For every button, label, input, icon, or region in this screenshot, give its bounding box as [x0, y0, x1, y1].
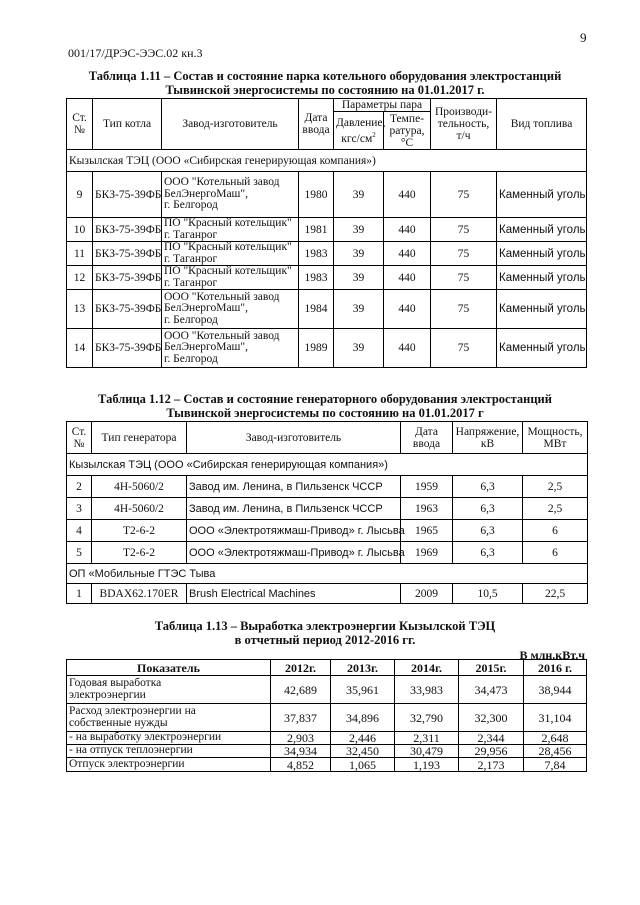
- table3-caption: [60, 619, 590, 647]
- cell-maker: [162, 172, 299, 218]
- maker-line: БелЭнергоМаш",: [164, 341, 248, 354]
- cell-generator-type: 4Н-5060/2: [92, 476, 187, 498]
- cell-date: 2009: [401, 584, 453, 604]
- cell-productivity: 75: [431, 218, 497, 242]
- cell-pressure: 39: [334, 172, 384, 218]
- indicator-line: электроэнергии: [69, 688, 146, 701]
- cell-temperature: 440: [384, 290, 431, 329]
- cell-power: 2,5: [523, 476, 588, 498]
- header-year: 2012г.: [271, 660, 331, 676]
- indicator-line: - на выработку электроэнергии: [69, 731, 222, 744]
- header-year: 2014г.: [395, 660, 459, 676]
- cell-maker: ООО «Электротяжмаш-Привод» г. Лысьва: [187, 542, 401, 564]
- generator-table: [66, 421, 588, 604]
- maker-line: г. Таганрог: [164, 276, 218, 289]
- cell-value: 42,689: [271, 676, 331, 704]
- cell-st: 5: [67, 542, 92, 564]
- cell-value: 29,956: [459, 745, 524, 758]
- cell-fuel: Каменный уголь: [497, 266, 587, 290]
- header-steam-params: Параметры пара: [334, 99, 431, 112]
- cell-indicator: [67, 758, 271, 772]
- header-indicator: Показатель: [67, 660, 271, 676]
- cell-st: 14: [67, 329, 93, 368]
- cell-date: 1959: [401, 476, 453, 498]
- cell-generator-type: BDAX62.170ER: [92, 584, 187, 604]
- cell-date: 1963: [401, 498, 453, 520]
- cell-maker: [162, 290, 299, 329]
- cell-date: 1983: [299, 242, 334, 266]
- header-productivity: Производи- тельность, т/ч: [431, 99, 497, 150]
- generation-table: [66, 659, 587, 772]
- cell-date: 1984: [299, 290, 334, 329]
- document-id: 001/17/ДРЭС-ЭЭС.02 кн.3: [68, 46, 203, 60]
- cell-indicator: [67, 676, 271, 704]
- maker-line: ПО "Красный котельщик": [164, 217, 292, 229]
- header-year: 2013г.: [331, 660, 395, 676]
- cell-value: 2,648: [524, 732, 587, 745]
- cell-boiler-type: БКЗ-75-39ФБ: [93, 266, 162, 290]
- table-row: [67, 172, 587, 218]
- table1-caption-line1: Таблица 1.11 – Состав и состояние парка котельного оборудования электростанций: [88, 69, 562, 83]
- cell-productivity: 75: [431, 266, 497, 290]
- indicator-line: Отпуск электроэнергии: [69, 757, 185, 770]
- header-generator-type: Тип генератора: [92, 422, 187, 454]
- table-row: [67, 290, 587, 329]
- header-date: Дата ввода: [401, 422, 453, 454]
- cell-st: 11: [67, 242, 93, 266]
- cell-value: 31,104: [524, 704, 587, 732]
- table-row: [67, 676, 587, 704]
- maker-line: г. Белгород: [164, 199, 218, 212]
- table-row: [67, 266, 587, 290]
- cell-value: 33,983: [395, 676, 459, 704]
- maker-line: ПО "Красный котельщик": [164, 241, 292, 253]
- boiler-table: [66, 98, 587, 368]
- cell-st: 4: [67, 520, 92, 542]
- cell-value: 32,300: [459, 704, 524, 732]
- cell-boiler-type: БКЗ-75-39ФБ: [93, 218, 162, 242]
- cell-indicator: [67, 745, 271, 758]
- cell-fuel: Каменный уголь: [497, 172, 587, 218]
- cell-productivity: 75: [431, 242, 497, 266]
- cell-voltage: 6,3: [453, 520, 523, 542]
- maker-line: г. Белгород: [164, 352, 218, 365]
- cell-indicator: [67, 704, 271, 732]
- cell-pressure: 39: [334, 329, 384, 368]
- cell-value: 37,837: [271, 704, 331, 732]
- cell-value: 2,446: [331, 732, 395, 745]
- cell-voltage: 6,3: [453, 542, 523, 564]
- cell-date: 1989: [299, 329, 334, 368]
- cell-st: 9: [67, 172, 93, 218]
- cell-temperature: 440: [384, 242, 431, 266]
- cell-generator-type: Т2-6-2: [92, 520, 187, 542]
- table2-caption: [60, 392, 590, 420]
- cell-maker: [162, 218, 299, 242]
- group-row: Кызылская ТЭЦ (ООО «Сибирская генерирующая компания»): [67, 454, 588, 476]
- table-row: [67, 758, 587, 772]
- cell-maker: Завод им. Ленина, в Пильзенск ЧССР: [187, 476, 401, 498]
- cell-maker: Завод им. Ленина, в Пильзенск ЧССР: [187, 498, 401, 520]
- table-row: [67, 242, 587, 266]
- cell-voltage: 10,5: [453, 584, 523, 604]
- maker-line: г. Таганрог: [164, 228, 218, 241]
- header-year: 2016 г.: [524, 660, 587, 676]
- cell-fuel: Каменный уголь: [497, 218, 587, 242]
- cell-voltage: 6,3: [453, 476, 523, 498]
- cell-value: 28,456: [524, 745, 587, 758]
- table-row: [67, 329, 587, 368]
- cell-productivity: 75: [431, 329, 497, 368]
- table3-caption-line2: в отчетный период 2012-2016 гг.: [234, 633, 416, 647]
- table2-caption-line2: Тывинской энергосистемы по состоянию на 01.01.2017 г: [166, 406, 484, 420]
- cell-date: 1965: [401, 520, 453, 542]
- maker-line: г. Таганрог: [164, 252, 218, 265]
- maker-line: БелЭнергоМаш",: [164, 302, 248, 315]
- table1-caption-line2: Тывинской энергосистемы по состоянию на 01.01.2017 г.: [165, 83, 485, 97]
- maker-line: БелЭнергоМаш",: [164, 187, 248, 200]
- cell-boiler-type: БКЗ-75-39ФБ: [93, 290, 162, 329]
- cell-value: 32,450: [331, 745, 395, 758]
- maker-line: ООО "Котельный завод: [164, 176, 280, 189]
- cell-temperature: 440: [384, 172, 431, 218]
- maker-line: ООО "Котельный завод: [164, 329, 280, 342]
- header-power: Мощность, МВт: [523, 422, 588, 454]
- group-row: ОП «Мобильные ГТЭС Тыва: [67, 564, 588, 584]
- cell-pressure: 39: [334, 218, 384, 242]
- header-st: Ст. №: [67, 99, 93, 150]
- group-row: Кызылская ТЭЦ (ООО «Сибирская генерирующая компания»): [67, 150, 587, 172]
- cell-voltage: 6,3: [453, 498, 523, 520]
- indicator-line: Расход электроэнергии на: [69, 705, 196, 717]
- cell-value: 34,473: [459, 676, 524, 704]
- cell-st: 12: [67, 266, 93, 290]
- header-pressure: Давление, кгс/$см^2$: [334, 112, 384, 150]
- indicator-line: - на отпуск теплоэнергии: [69, 744, 193, 757]
- table-row: [67, 745, 587, 758]
- cell-temperature: 440: [384, 266, 431, 290]
- units-label: В млн.кВт.ч: [519, 648, 585, 662]
- cell-value: 34,896: [331, 704, 395, 732]
- table-row: [67, 584, 588, 604]
- cell-value: 1,065: [331, 758, 395, 772]
- table-row: [67, 218, 587, 242]
- cell-value: 2,344: [459, 732, 524, 745]
- header-maker: Завод-изготовитель: [187, 422, 401, 454]
- cell-maker: [162, 329, 299, 368]
- cell-power: 6: [523, 542, 588, 564]
- page-number: 9: [580, 30, 587, 45]
- cell-fuel: Каменный уголь: [497, 329, 587, 368]
- cell-boiler-type: БКЗ-75-39ФБ: [93, 329, 162, 368]
- cell-maker: [162, 242, 299, 266]
- cell-value: 7,84: [524, 758, 587, 772]
- table-row: [67, 704, 587, 732]
- indicator-line: собственные нужды: [69, 716, 168, 729]
- table-row: [67, 520, 588, 542]
- cell-value: 2,903: [271, 732, 331, 745]
- cell-pressure: 39: [334, 266, 384, 290]
- maker-line: ООО "Котельный завод: [164, 290, 280, 303]
- table-row: [67, 732, 587, 745]
- header-maker: Завод-изготовитель: [162, 99, 299, 150]
- cell-pressure: 39: [334, 242, 384, 266]
- cell-temperature: 440: [384, 329, 431, 368]
- cell-maker: ООО «Электротяжмаш-Привод» г. Лысьва: [187, 520, 401, 542]
- cell-date: 1981: [299, 218, 334, 242]
- cell-value: 2,311: [395, 732, 459, 745]
- cell-maker: Brush Electrical Machines: [187, 584, 401, 604]
- header-fuel: Вид топлива: [497, 99, 587, 150]
- cell-temperature: 440: [384, 218, 431, 242]
- cell-generator-type: 4Н-5060/2: [92, 498, 187, 520]
- cell-date: 1983: [299, 266, 334, 290]
- table-row: [67, 542, 588, 564]
- cell-generator-type: Т2-6-2: [92, 542, 187, 564]
- cell-value: 35,961: [331, 676, 395, 704]
- cell-value: 4,852: [271, 758, 331, 772]
- header-voltage: Напряжение, кВ: [453, 422, 523, 454]
- cell-boiler-type: БКЗ-75-39ФБ: [93, 242, 162, 266]
- cell-power: 22,5: [523, 584, 588, 604]
- cell-date: 1969: [401, 542, 453, 564]
- cell-value: 38,944: [524, 676, 587, 704]
- header-boiler-type: Тип котла: [93, 99, 162, 150]
- cell-indicator: [67, 732, 271, 745]
- cell-pressure: 39: [334, 290, 384, 329]
- cell-value: 30,479: [395, 745, 459, 758]
- header-temperature: Темпе- ратура, °С: [384, 112, 431, 150]
- cell-productivity: 75: [431, 290, 497, 329]
- cell-power: 2,5: [523, 498, 588, 520]
- header-year: 2015г.: [459, 660, 524, 676]
- cell-boiler-type: БКЗ-75-39ФБ: [93, 172, 162, 218]
- table-row: [67, 498, 588, 520]
- cell-value: 34,934: [271, 745, 331, 758]
- maker-line: г. Белгород: [164, 313, 218, 326]
- maker-line: ПО "Красный котельщик": [164, 265, 292, 277]
- cell-fuel: Каменный уголь: [497, 242, 587, 266]
- cell-maker: [162, 266, 299, 290]
- cell-st: 1: [67, 584, 92, 604]
- cell-st: 10: [67, 218, 93, 242]
- table1-caption: [60, 69, 590, 97]
- cell-st: 2: [67, 476, 92, 498]
- header-date: Дата ввода: [299, 99, 334, 150]
- table3-caption-line1: Таблица 1.13 – Выработка электроэнергии Кызылской ТЭЦ: [154, 619, 496, 633]
- cell-fuel: Каменный уголь: [497, 290, 587, 329]
- cell-st: 3: [67, 498, 92, 520]
- table-row: [67, 476, 588, 498]
- indicator-line: Годовая выработка: [69, 677, 162, 689]
- cell-date: 1980: [299, 172, 334, 218]
- cell-productivity: 75: [431, 172, 497, 218]
- cell-value: 2,173: [459, 758, 524, 772]
- cell-value: 32,790: [395, 704, 459, 732]
- cell-st: 13: [67, 290, 93, 329]
- cell-power: 6: [523, 520, 588, 542]
- cell-value: 1,193: [395, 758, 459, 772]
- table2-caption-line1: Таблица 1.12 – Состав и состояние генераторного оборудования электростанций: [98, 392, 552, 406]
- header-st: Ст. №: [67, 422, 92, 454]
